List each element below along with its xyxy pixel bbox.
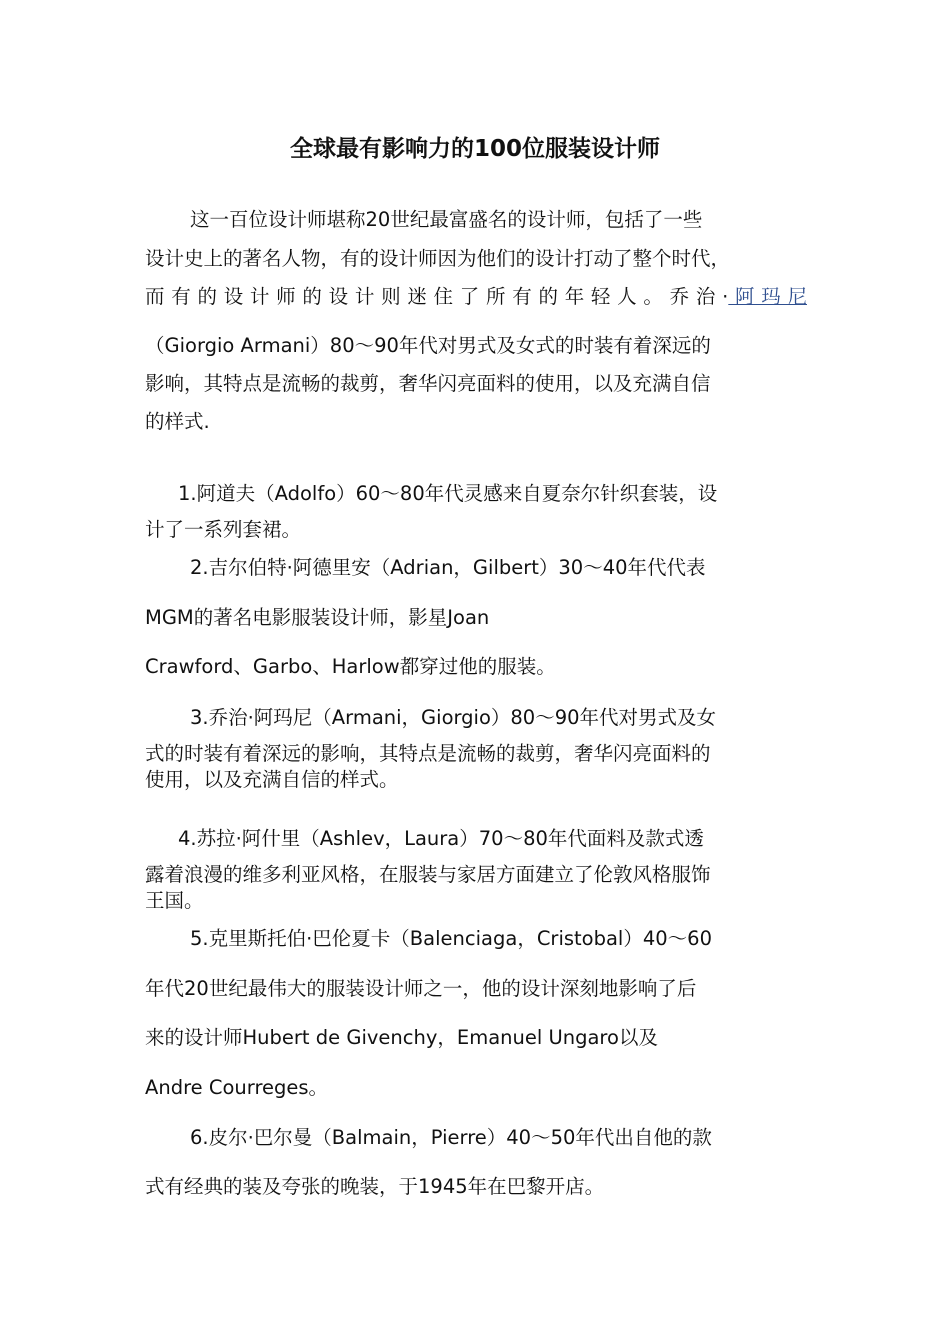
intro-line-2: 设计史上的著名人物，有的设计师因为他们的设计打动了整个时代， [145,247,731,270]
entry-4-line-2: 露着浪漫的维多利亚风格，在服装与家居方面建立了伦敦风格服饰 [145,863,711,886]
entry-1-line-2: 计了一系列套裙。 [145,518,302,541]
intro-line-6: 的样式. [145,410,210,433]
entry-3-line-2: 式的时装有着深远的影响，其特点是流畅的裁剪，奢华闪亮面料的 [145,742,711,765]
intro-line-5: 影响，其特点是流畅的裁剪，奢华闪亮面料的使用，以及充满自信 [145,372,711,395]
entry-5-line-2: 年代20世纪最伟大的服装设计师之一，他的设计深刻地影响了后 [145,977,697,1000]
entry-6-line-1: 6.皮尔·巴尔曼（Balmain，Pierre）40～50年代出自他的款 [190,1126,712,1149]
entry-4-line-3: 王国。 [145,889,204,912]
armani-link[interactable]: 阿玛尼 [728,285,807,308]
entry-5-line-4: Andre Courreges。 [145,1076,329,1099]
entry-2-line-2: MGM的著名电影服装设计师，影星Joan [145,606,490,629]
intro-line-4: （Giorgio Armani）80～90年代对男式及女式的时装有着深远的 [145,334,711,357]
entry-1-line-1: 1.阿道夫（Adolfo）60～80年代灵感来自夏奈尔针织套装，设 [178,482,718,505]
entry-5-line-1: 5.克里斯托伯·巴伦夏卡（Balenciaga，Cristobal）40～60 [190,927,712,950]
intro-line-3-text: 而有的设计师的设计则迷住了所有的年轻人。乔治· [145,285,729,308]
intro-line-3 [145,283,807,311]
entry-6-line-2: 式有经典的装及夸张的晚装，于1945年在巴黎开店。 [145,1175,605,1198]
entry-4-line-1: 4.苏拉·阿什里（Ashlev，Laura）70～80年代面料及款式透 [178,827,704,850]
entry-2-line-3: Crawford、Garbo、Harlow都穿过他的服装。 [145,655,556,678]
entry-3-line-1: 3.乔治·阿玛尼（Armani，Giorgio）80～90年代对男式及女 [190,706,717,729]
document-title: 全球最有影响力的100位服装设计师 [289,136,660,162]
entry-3-line-3: 使用，以及充满自信的样式。 [145,768,399,791]
entry-2-line-1: 2.吉尔伯特·阿德里安（Adrian，Gilbert）30～40年代代表 [190,556,706,579]
entry-5-line-3: 来的设计师Hubert de Givenchy，Emanuel Ungaro以及 [145,1026,658,1049]
intro-line-1: 这一百位设计师堪称20世纪最富盛名的设计师，包括了一些 [190,208,703,231]
